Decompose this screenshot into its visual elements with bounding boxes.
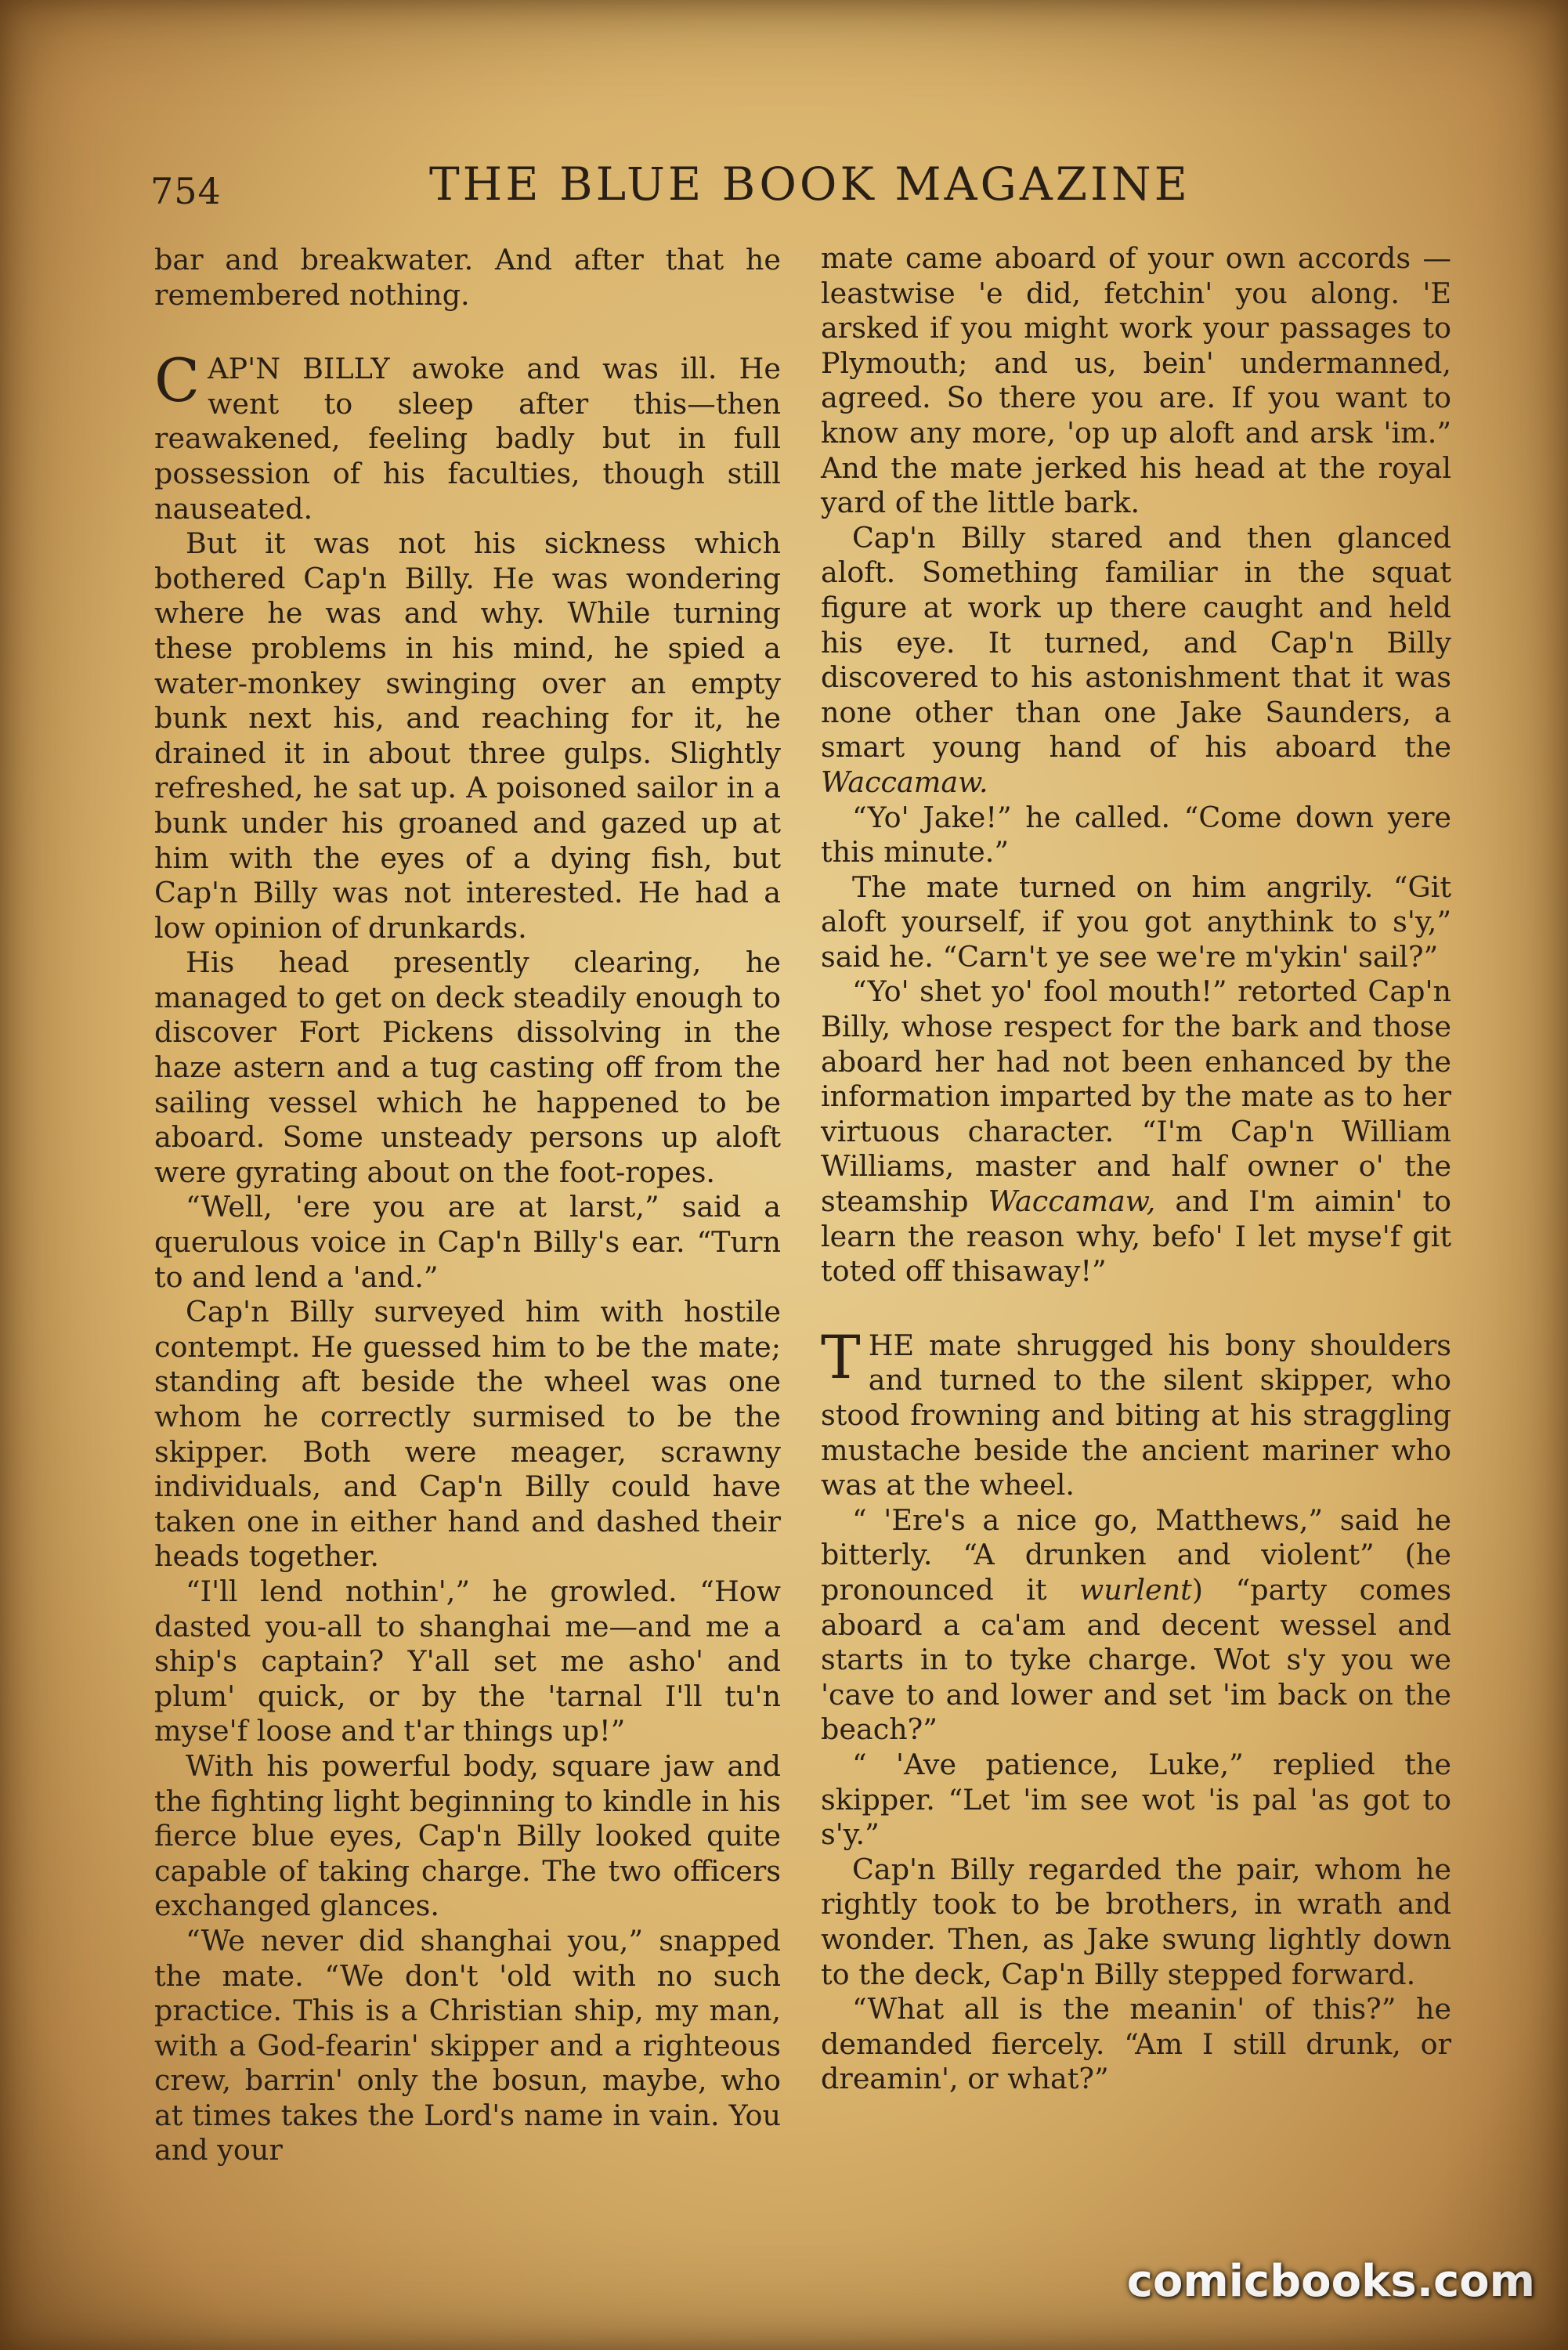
page-header: [0, 153, 1568, 215]
paragraph-text: “ 'Ere's a nice go, Matthews,” said he bitterly. “A drunken and violent” (he pronounced it: [821, 1502, 1451, 1607]
paragraph: “ 'Ave patience, Luke,” replied the skipper. “Let 'im see wot 'is pal 'as got to s'y.”: [821, 1747, 1451, 1852]
magazine-title: THE BLUE BOOK MAGAZINE: [429, 157, 1191, 211]
italic-word: wurlent: [1079, 1572, 1192, 1607]
paragraph-text: “Yo' shet yo' fool mouth!” retorted Cap'n Billy, whose respect for the bark and those aboard her had not been enhanced by the information imparted by the mate as to her virtuous character. “I'm Cap'n William Williams, master and half owner o' the steamship: [821, 974, 1451, 1219]
paragraph: The mate turned on him angrily. “Git aloft yourself, if you got anythink to s'y,” said he. “Carn't ye see we're m'ykin' sail?”: [821, 870, 1451, 974]
paragraph-text: ) “party comes aboard a ca'am and decent wessel and starts in to tyke charge. Wot s'y you we 'cave to and lower and set 'im back on the beach?”: [821, 1572, 1451, 1747]
page-number: 754: [150, 170, 222, 212]
paragraph: “Yo' Jake!” he called. “Come down yere this minute.”: [821, 800, 1451, 870]
paragraph: mate came aboard of your own accords —leastwise 'e did, fetchin' you along. 'E arsked if you might work your passages to Plymouth; and us, bein' undermanned, agreed. So there you are. If you want to know any more, 'op up aloft and arsk 'im.” And the mate jerked his head at the royal yard of the little bark.: [821, 241, 1451, 520]
drop-cap: T: [821, 1321, 861, 1392]
paragraph: But it was not his sickness which bothered Cap'n Billy. He was wondering where he was and why. While turning these problems in his mind, he spied a water-monkey swinging over an empty bunk next his, and reaching for it, he drained it in about three gulps. Slightly refreshed, he sat up. A poisoned sailor in a bunk under his groaned and gazed up at him with the eyes of a dying fish, but Cap'n Billy was not interested. He had a low opinion of drunkards.: [154, 526, 781, 945]
paragraph-text: and I'm aimin' to learn the reason why, befo' I let myse'f git toted off thisaway!”: [821, 1184, 1451, 1289]
paragraph-text: HE mate shrugged his bony shoulders and turned to the silent skipper, who stood frowning and biting at his straggling mustache beside the ancient mariner who was at the wheel.: [821, 1328, 1451, 1502]
paragraph: His head presently clearing, he managed to get on deck steadily enough to discover Fort Pickens dissolving in the haze astern and a tug casting off from the sailing vessel which he happened to be aboard. Some unsteady persons up aloft were gyrating about on the foot-ropes.: [154, 945, 781, 1189]
watermark: comicbooks.com: [1126, 2256, 1535, 2307]
paragraph: “We never did shanghai you,” snapped the mate. “We don't 'old with no such practice. This is a Christian ship, my man, with a God-fearin' skipper and a righteous crew, barrin' only the bosun, maybe, who at times takes the Lord's name in vain. You and your: [154, 1923, 781, 2167]
ship-name: Waccamaw.: [821, 765, 988, 799]
right-column: [821, 241, 1451, 2097]
paragraph: “I'll lend nothin',” he growled. “How dasted you-all to shanghai me—and me a ship's captain? Y'all set me asho' and plum' quick, or by the 'tarnal I'll tu'n myse'f loose and t'ar things up!”: [154, 1574, 781, 1748]
ship-name: Waccamaw,: [988, 1184, 1156, 1219]
paragraph: Cap'n Billy surveyed him with hostile contempt. He guessed him to be the mate; standing aft beside the wheel was one whom he correctly surmised to be the skipper. Both were meager, scrawny individuals, and Cap'n Billy could have taken one in either hand and dashed their heads together.: [154, 1295, 781, 1574]
paragraph-text: AP'N BILLY awoke and was ill. He went to sleep after this—then reawakened, feeling badly but in full possession of his faculties, though still nauseated.: [154, 352, 781, 526]
paragraph-text: Cap'n Billy stared and then glanced aloft. Something familiar in the squat figure at work up there caught and held his eye. It turned, and Cap'n Billy discovered to his astonishment that it was none other than one Jake Saunders, a smart young hand of his aboard the: [821, 520, 1451, 765]
drop-cap: C: [154, 345, 201, 416]
paragraph: [821, 1503, 1451, 1748]
paragraph: “Well, 'ere you are at larst,” said a querulous voice in Cap'n Billy's ear. “Turn to and lend a 'and.”: [154, 1190, 781, 1294]
paragraph: [821, 974, 1451, 1289]
paragraph: With his powerful body, square jaw and the fighting light beginning to kindle in his fierce blue eyes, Cap'n Billy looked quite capable of taking charge. The two officers exchanged glances.: [154, 1748, 781, 1923]
paragraph: bar and breakwater. And after that he remembered nothing.: [154, 243, 781, 312]
paragraph: [821, 1321, 1451, 1503]
left-column: [154, 243, 781, 2168]
paragraph: “What all is the meanin' of this?” he demanded fiercely. “Am I still drunk, or dreamin', or what?”: [821, 1992, 1451, 2096]
paragraph: [821, 521, 1451, 801]
paragraph: Cap'n Billy regarded the pair, whom he rightly took to be brothers, in wrath and wonder. Then, as Jake swung lightly down to the deck, Cap'n Billy stepped forward.: [821, 1852, 1451, 1991]
paragraph: [154, 345, 781, 526]
